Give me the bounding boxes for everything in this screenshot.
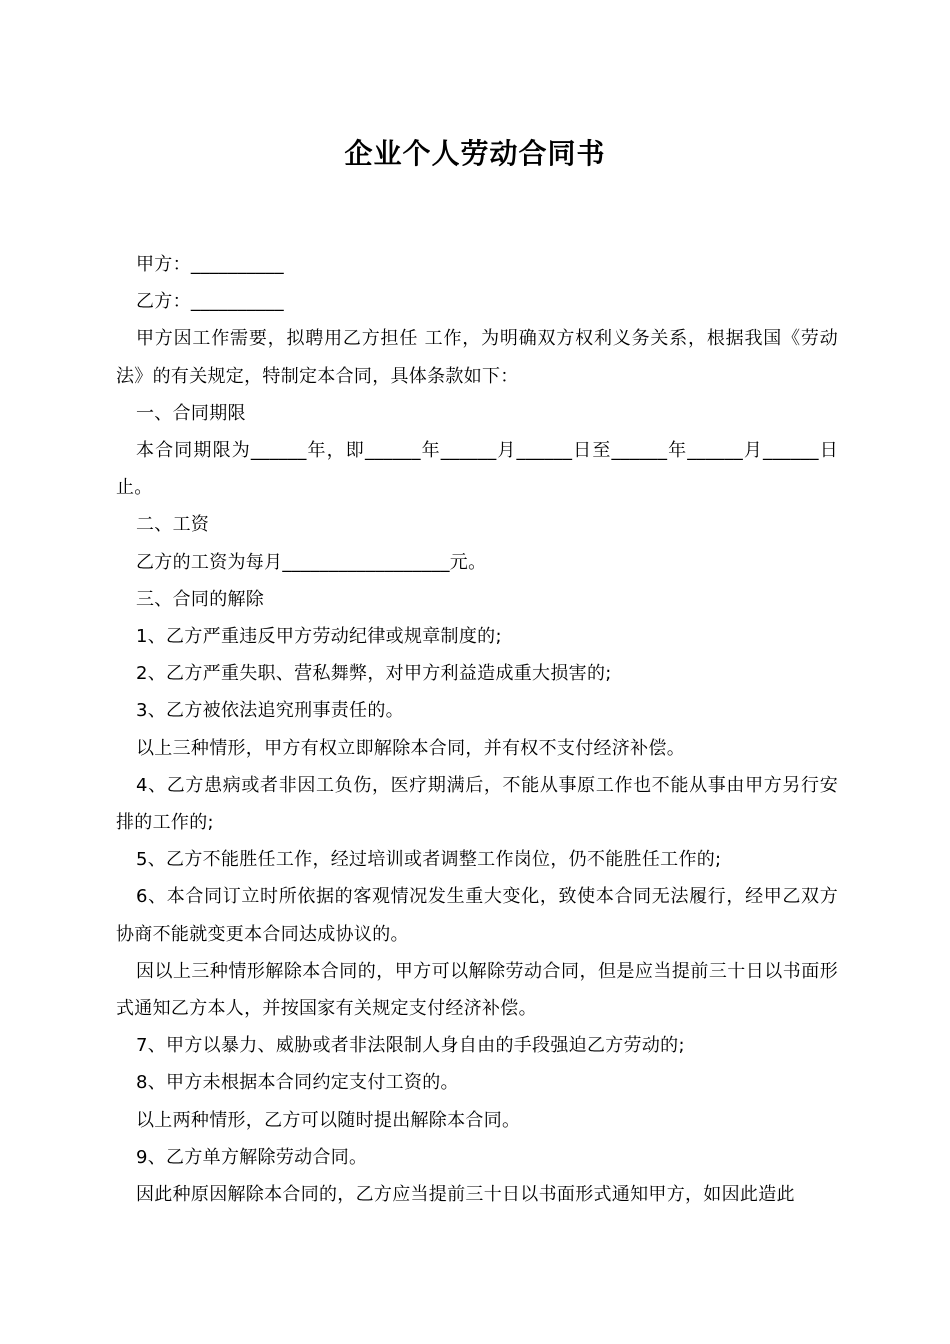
clause-9: 9、乙方单方解除劳动合同。 — [136, 1146, 368, 1168]
clause-4: 4、乙方患病或者非因工负伤，医疗期满后，不能从事原工作也不能从事由甲方另行安排的工作的; — [116, 774, 838, 834]
salary-paragraph: 乙方的工资为每月__________________元。 — [136, 551, 487, 573]
clause-1: 1、乙方严重违反甲方劳动纪律或规章制度的; — [136, 626, 502, 648]
clause-8: 8、甲方未根据本合同约定支付工资的。 — [136, 1072, 459, 1094]
section-heading-termination: 三、合同的解除 — [136, 588, 265, 610]
clause-5: 5、乙方不能胜任工作，经过培训或者调整工作岗位，仍不能胜任工作的; — [136, 849, 722, 871]
term-paragraph: 本合同期限为______年，即______年______月______日至______年______月______日止。 — [116, 440, 838, 499]
party-b-line: 乙方：__________ — [136, 291, 284, 313]
party-a-line: 甲方：__________ — [136, 254, 284, 275]
clause-3: 3、乙方被依法追究刑事责任的。 — [136, 700, 404, 722]
preamble-paragraph: 甲方因工作需要，拟聘用乙方担任 工作，为明确双方权利义务关系，根据我国《劳动法》的有关规定，特制定本合同，具体条款如下： — [116, 328, 838, 387]
section-heading-term: 一、合同期限 — [136, 402, 246, 424]
clause-6: 6、本合同订立时所依据的客观情况发生重大变化，致使本合同无法履行，经甲乙双方协商不能就变更本合同达成协议的。 — [116, 886, 838, 945]
summary-paragraph-1: 以上三种情形，甲方有权立即解除本合同，并有权不支付经济补偿。 — [136, 737, 685, 759]
summary-paragraph-2: 因以上三种情形解除本合同的，甲方可以解除劳动合同，但是应当提前三十日以书面形式通知乙方本人，并按国家有关规定支付经济补偿。 — [116, 960, 838, 1020]
notice-paragraph: 因此种原因解除本合同的，乙方应当提前三十日以书面形式通知甲方，如因此造此 — [136, 1184, 795, 1206]
section-heading-salary: 二、工资 — [136, 514, 210, 536]
summary-paragraph-3: 以上两种情形，乙方可以随时提出解除本合同。 — [136, 1109, 521, 1131]
document-title: 企业个人劳动合同书 — [344, 137, 606, 170]
clause-2: 2、乙方严重失职、营私舞弊，对甲方利益造成重大损害的; — [136, 663, 612, 685]
clause-7: 7、甲方以暴力、威胁或者非法限制人身自由的手段强迫乙方劳动的; — [136, 1035, 685, 1057]
document-body — [116, 246, 838, 1213]
